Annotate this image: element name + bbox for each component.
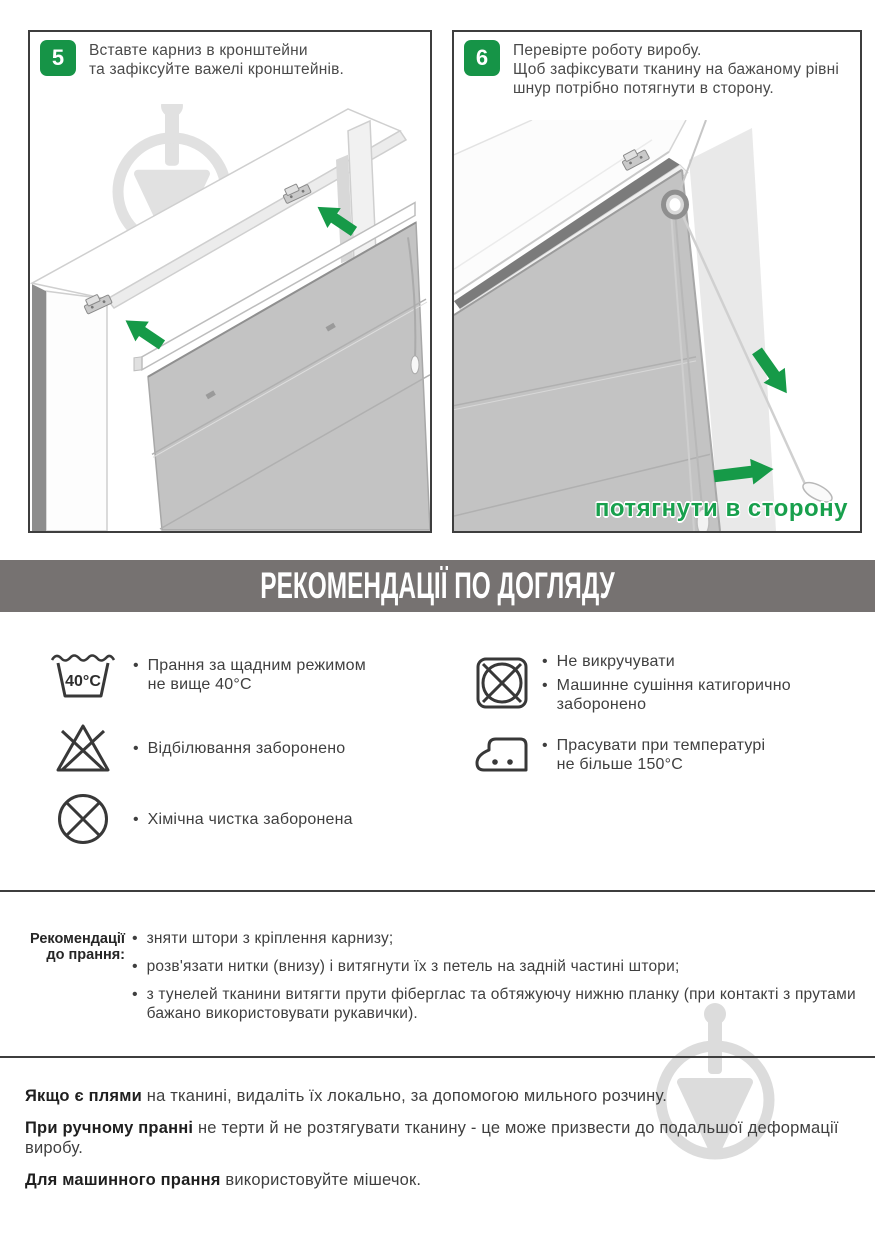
list-item xyxy=(132,985,856,1023)
list-item-text: зняти штори з кріплення карнизу; xyxy=(146,930,394,947)
pull-aside-label: потягнути в сторону xyxy=(594,495,848,522)
care-item-no-dry-cleaning xyxy=(33,792,353,846)
step-6-line: шнур потрібно потягнути в сторону. xyxy=(513,79,774,97)
no-dry-cleaning-icon xyxy=(33,792,133,846)
step-5-panel xyxy=(28,30,432,533)
step-6-line: Щоб зафіксувати тканину на бажаному рівні xyxy=(513,60,839,78)
step-6-panel xyxy=(452,30,862,533)
step-6-header xyxy=(454,32,860,99)
note-text: використовуйте мішечок. xyxy=(220,1171,422,1189)
care-section-banner xyxy=(0,560,875,612)
step-5-line: та зафіксуйте важелі кронштейнів. xyxy=(89,60,345,78)
step-5-badge: 5 xyxy=(40,40,76,76)
note-text: не терти й не розтягувати тканину - це може призвести до подальшої деформації виробу. xyxy=(25,1119,839,1157)
care-item-no-bleach xyxy=(33,722,345,774)
bullet-dot xyxy=(133,739,139,758)
list-item xyxy=(132,929,856,948)
window-frame-bracket-drawing xyxy=(30,104,430,531)
care-item-wash-40 xyxy=(33,650,366,700)
care-text: не більше 150°С xyxy=(556,756,684,773)
care-text: Не викручувати xyxy=(556,653,675,670)
care-item-no-wring-no-tumble xyxy=(462,652,791,714)
label-line: до прання: xyxy=(46,947,125,963)
section-divider xyxy=(0,890,875,892)
wash-temp-label: 40°C xyxy=(65,673,101,690)
note-text: на тканині, видаліть їх локально, за допомогою мильного розчину. xyxy=(142,1087,668,1105)
note-lead: Для машинного прання xyxy=(25,1171,221,1189)
list-item xyxy=(132,957,856,976)
bullet-dot xyxy=(542,736,548,755)
washing-recommendations-list xyxy=(132,929,856,1032)
bullet-dot xyxy=(133,656,139,675)
section-divider xyxy=(0,1056,875,1058)
care-text: Машинне сушіння катигорично xyxy=(556,677,791,694)
care-section-title: РЕКОМЕНДАЦІЇ ПО ДОГЛЯДУ xyxy=(260,565,615,606)
step-6-illustration xyxy=(454,120,860,531)
no-bleach-icon xyxy=(33,722,133,774)
bullet-dot xyxy=(132,929,138,948)
step-6-badge: 6 xyxy=(464,40,500,76)
bullet-dot xyxy=(132,985,138,1004)
care-text: заборонено xyxy=(556,696,647,713)
care-text: Хімічна чистка заборонена xyxy=(147,810,353,828)
bullet-dot xyxy=(132,957,138,976)
bullet-dot xyxy=(542,652,548,671)
care-text: не вище 40°С xyxy=(147,676,252,693)
bottom-notes xyxy=(25,1086,863,1202)
no-wringing-no-tumble-dry-icon xyxy=(462,656,542,710)
step-5-header xyxy=(30,32,430,80)
care-text: Прання за щадним режимом xyxy=(147,657,366,674)
cord-knob xyxy=(411,356,419,374)
note-hand-wash xyxy=(25,1118,863,1158)
bullet-dot xyxy=(542,676,548,695)
step-6-line: Перевірте роботу виробу. xyxy=(513,42,702,59)
note-lead: При ручному пранні xyxy=(25,1119,194,1137)
label-line: Рекомендації xyxy=(30,931,125,947)
care-text: Прасувати при температурі xyxy=(556,737,766,754)
note-lead: Якщо є плями xyxy=(25,1087,143,1105)
care-item-iron-150 xyxy=(462,734,765,776)
bullet-dot xyxy=(133,810,139,829)
step-5-line: Вставте карниз в кронштейни xyxy=(89,42,308,59)
care-text: Відбілювання заборонено xyxy=(147,739,346,757)
list-item-text: розв'язати нитки (внизу) і витягнути їх з петель на задній частині штори; xyxy=(146,958,680,975)
note-machine-wash xyxy=(25,1170,863,1190)
wash-tub-40-icon xyxy=(33,650,133,700)
step-6-text xyxy=(513,40,839,99)
list-item-text: бажано використовувати рукавички). xyxy=(146,1005,418,1022)
note-stains xyxy=(25,1086,863,1106)
grommet-icon xyxy=(661,190,689,220)
washing-recommendations-label xyxy=(22,931,125,963)
blind-cord-pull-drawing xyxy=(454,120,860,531)
iron-max-150-icon xyxy=(462,734,542,776)
list-item-text: з тунелей тканини витягти прути фіберглас та обтяжуючу нижню планку (при контакті з прутами xyxy=(146,986,856,1003)
step-5-illustration xyxy=(30,104,430,531)
step-5-text xyxy=(89,40,344,80)
